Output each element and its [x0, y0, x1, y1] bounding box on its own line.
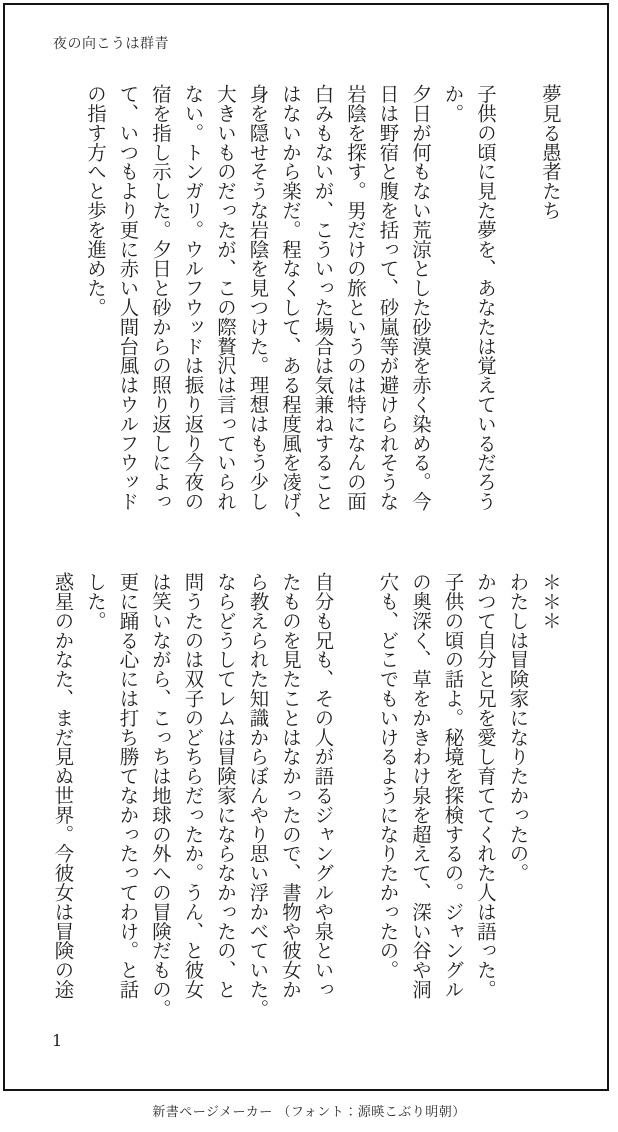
text-line: 自分も兄も、その人が語るジャングルや泉といっ [311, 572, 335, 999]
text-line: ら教えられた知識からぼんやり思い浮かべていた。 [246, 572, 270, 1019]
text-line: 白みもないが、こういった場合は気兼ねすること [311, 84, 335, 511]
text-line [339, 572, 372, 999]
text-line: 夢見る愚者たち [539, 84, 562, 220]
footer-credit: 新書ページメーカー （フォント：源暎こぶり明朝） [152, 1105, 466, 1120]
text-line: ＊＊＊ [539, 572, 562, 631]
text-line: 宿を指し示した。夕日と砂からの照り返しによっ [149, 84, 172, 511]
running-title: 夜の向こうは群青 [53, 36, 169, 52]
text-line: 日は野宿と腹を括って、砂嵐等が避けられそうな [376, 84, 400, 511]
text-line: 岩陰を探す。男だけの旅というのは特になんの面 [344, 84, 367, 511]
text-line: 問うたのは双子のどちらだったか。うん、と彼女 [181, 572, 205, 999]
text-line: 夕日が何もない荒涼とした砂漠を赤く染める。今 [409, 84, 432, 511]
text-line: 子供の頃の話よ。秘境を探検するの。ジャングル [441, 572, 465, 999]
text-line: した。 [84, 572, 107, 631]
text-line: たものを見たことはなかったので、書物や彼女か [279, 572, 302, 999]
text-line: 更に踊る心には打ち勝てなかったってわけ。と話 [116, 572, 140, 999]
text-line: わたしは冒険家になりたかったの。 [506, 572, 530, 883]
text-line: の奥深く、草をかきわけ泉を超えて、深い谷や洞 [409, 572, 432, 999]
text-line: ない。トンガリ。ウルフウッドは振り返り今夜の [181, 84, 205, 511]
text-line: 大きいものだったが、この際贅沢は言っていられ [214, 84, 237, 511]
text-band-bottom [46, 572, 566, 1019]
text-line: かつて自分と兄を愛し育ててくれた人は語った。 [474, 572, 497, 999]
text-line: はないから楽だ。程なくして、ある程度風を凌げ、 [279, 84, 302, 531]
text-line: て、いつもより更に赤い人間台風はウルフウッド [116, 84, 140, 511]
text-line: 身を隠せそうな岩陰を見つけた。理想はもう少し [246, 84, 270, 511]
text-line: 子供の頃に見た夢を、あなたは覚えているだろう [474, 84, 497, 511]
text-line: か。 [441, 84, 465, 123]
text-band-top [79, 84, 567, 531]
text-line [501, 84, 534, 511]
text-line: の指す方へと歩を進めた。 [84, 84, 107, 317]
text-line: は笑いながら、こっちは地球の外への冒険だもの。 [149, 572, 172, 1019]
text-line: 穴も、どこでもいけるようになりたかったの。 [376, 572, 400, 980]
page-number: 1 [52, 1031, 63, 1050]
text-line: 惑星のかなた、まだ見ぬ世界。今彼女は冒険の途 [51, 572, 75, 999]
text-line: ならどうしてレムは冒険家にならなかったの、と [214, 572, 237, 999]
